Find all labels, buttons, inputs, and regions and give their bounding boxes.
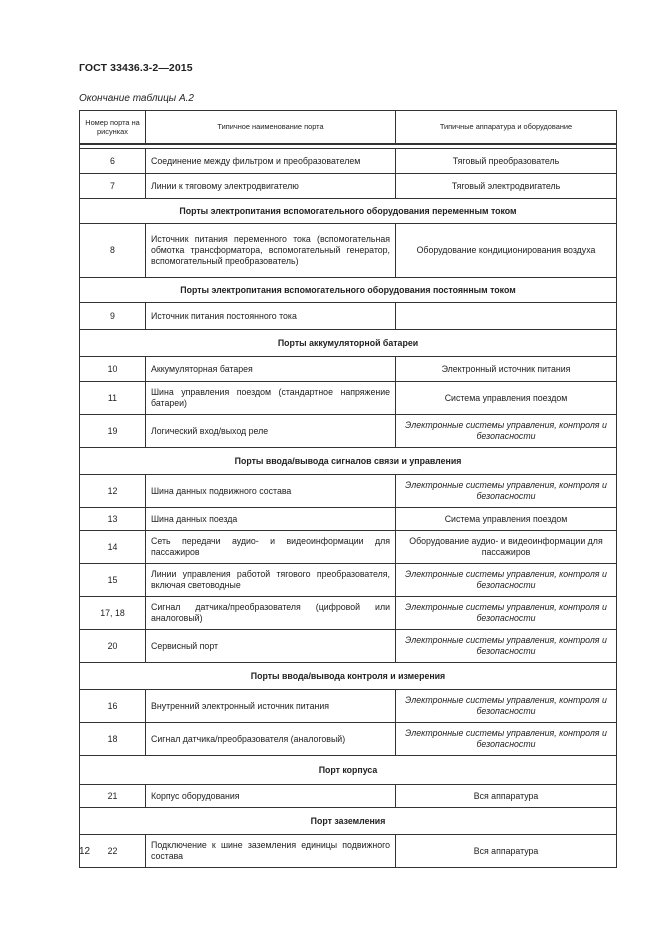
port-number: 14 (80, 531, 146, 564)
port-number: 13 (80, 508, 146, 531)
standard-designation: ГОСТ 33436.3-2—2015 (79, 62, 193, 74)
table-row (80, 149, 617, 174)
section-title: Порт заземления (80, 808, 617, 835)
port-name: Источник питания постоянного тока (146, 303, 396, 330)
port-number: 18 (80, 723, 146, 756)
section-title: Порты электропитания вспомогательного оборудования переменным током (80, 199, 617, 224)
table-row (80, 785, 617, 808)
port-name: Логический вход/выход реле (146, 415, 396, 448)
section-title: Порты ввода/вывода контроля и измерения (80, 663, 617, 690)
port-number: 7 (80, 174, 146, 199)
section-row (80, 199, 617, 224)
table-row (80, 303, 617, 330)
section-row (80, 756, 617, 785)
port-number: 16 (80, 690, 146, 723)
ports-table (79, 110, 617, 868)
port-number: 21 (80, 785, 146, 808)
table-row (80, 174, 617, 199)
port-name: Соединение между фильтром и преобразователем (146, 149, 396, 174)
section-title: Порт корпуса (80, 756, 617, 785)
port-equipment (396, 303, 617, 330)
page-number: 12 (79, 846, 91, 857)
table-row (80, 723, 617, 756)
header-port-number: Номер порта на рисунках (80, 111, 146, 145)
port-name: Аккумуляторная батарея (146, 357, 396, 382)
port-name: Линии к тяговому электродвигателю (146, 174, 396, 199)
port-name: Сервисный порт (146, 630, 396, 663)
port-name: Сигнал датчика/преобразователя (аналоговый) (146, 723, 396, 756)
table-row (80, 835, 617, 868)
port-number: 8 (80, 224, 146, 278)
port-equipment: Электронные системы управления, контроля и безопасности (396, 690, 617, 723)
section-title: Порты электропитания вспомогательного оборудования постоянным током (80, 278, 617, 303)
port-equipment: Оборудование кондиционирования воздуха (396, 224, 617, 278)
port-name: Шина данных поезда (146, 508, 396, 531)
port-number: 6 (80, 149, 146, 174)
port-equipment: Вся аппаратура (396, 835, 617, 868)
section-title: Порты ввода/вывода сигналов связи и управления (80, 448, 617, 475)
table-row (80, 564, 617, 597)
port-number: 17, 18 (80, 597, 146, 630)
table-caption: Окончание таблицы А.2 (79, 93, 194, 104)
table-row (80, 630, 617, 663)
port-equipment: Система управления поездом (396, 382, 617, 415)
table-row (80, 475, 617, 508)
port-equipment: Электронные системы управления, контроля и безопасности (396, 475, 617, 508)
port-number: 20 (80, 630, 146, 663)
table-row (80, 415, 617, 448)
port-number: 12 (80, 475, 146, 508)
port-name: Сигнал датчика/преобразователя (цифровой или аналоговый) (146, 597, 396, 630)
port-name: Шина управления поездом (стандартное напряжение батареи) (146, 382, 396, 415)
port-equipment: Тяговый электродвигатель (396, 174, 617, 199)
port-number: 11 (80, 382, 146, 415)
table-row (80, 690, 617, 723)
section-title: Порты аккумуляторной батареи (80, 330, 617, 357)
table-row (80, 382, 617, 415)
port-name: Сеть передачи аудио- и видеоинформации для пассажиров (146, 531, 396, 564)
port-equipment: Электронные системы управления, контроля и безопасности (396, 597, 617, 630)
port-name: Шина данных подвижного состава (146, 475, 396, 508)
port-equipment: Электронные системы управления, контроля и безопасности (396, 630, 617, 663)
table-row (80, 597, 617, 630)
port-number: 15 (80, 564, 146, 597)
port-equipment: Электронные системы управления, контроля и безопасности (396, 564, 617, 597)
port-equipment: Электронные системы управления, контроля и безопасности (396, 723, 617, 756)
header-port-name: Типичное наименование порта (146, 111, 396, 145)
port-equipment: Оборудование аудио- и видеоинформации для пассажиров (396, 531, 617, 564)
port-number: 9 (80, 303, 146, 330)
port-equipment: Электронный источник питания (396, 357, 617, 382)
header-equipment: Типичные аппаратура и оборудование (396, 111, 617, 145)
port-number: 19 (80, 415, 146, 448)
table-row (80, 357, 617, 382)
port-equipment: Система управления поездом (396, 508, 617, 531)
section-row (80, 278, 617, 303)
port-equipment: Электронные системы управления, контроля и безопасности (396, 415, 617, 448)
port-equipment: Тяговый преобразователь (396, 149, 617, 174)
section-row (80, 808, 617, 835)
port-name: Внутренний электронный источник питания (146, 690, 396, 723)
section-row (80, 448, 617, 475)
table-row (80, 224, 617, 278)
table-row (80, 508, 617, 531)
port-name: Линии управления работой тягового преобразователя, включая световодные (146, 564, 396, 597)
table-header-row (80, 111, 617, 145)
port-name: Корпус оборудования (146, 785, 396, 808)
port-equipment: Вся аппаратура (396, 785, 617, 808)
port-number: 22 (80, 835, 146, 868)
port-name: Подключение к шине заземления единицы подвижного состава (146, 835, 396, 868)
port-name: Источник питания переменного тока (вспомогательная обмотка трансформатора, вспомогательный генератор, вспомогательный преобразователь) (146, 224, 396, 278)
section-row (80, 330, 617, 357)
table-row (80, 531, 617, 564)
port-number: 10 (80, 357, 146, 382)
section-row (80, 663, 617, 690)
